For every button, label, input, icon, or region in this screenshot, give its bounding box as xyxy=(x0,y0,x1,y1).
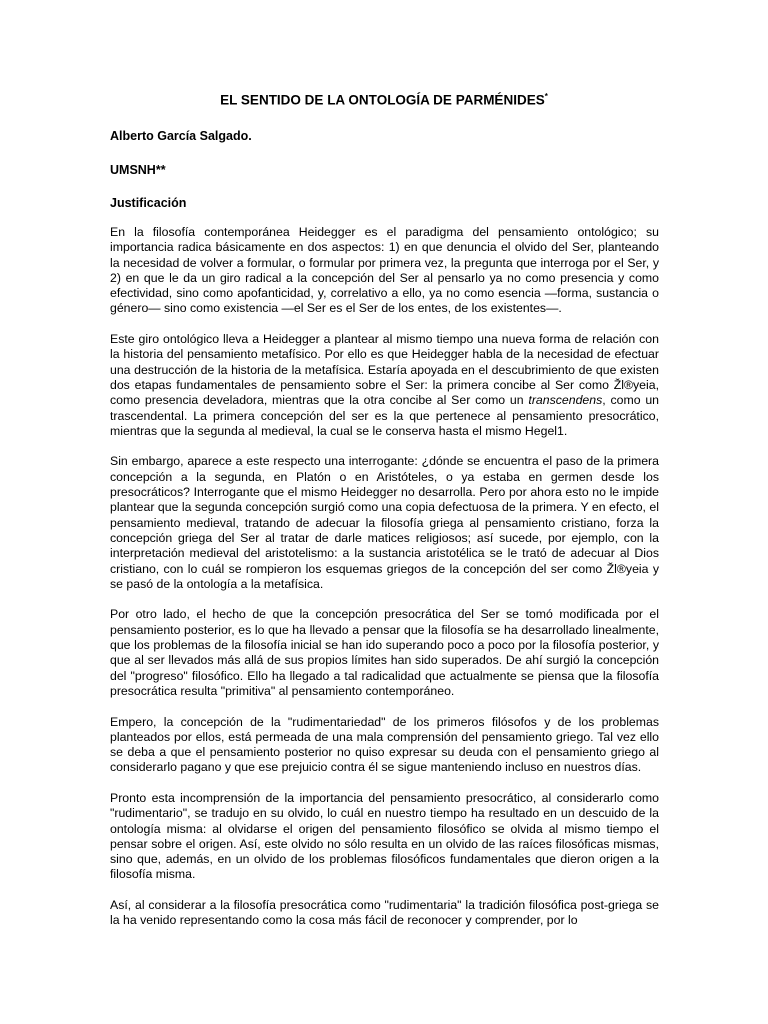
paragraph-5: Empero, la concepción de la "rudimentariedad" de los primeros filósofos y de los problemas planteados por ellos, está permeada de una mala comprensión del pensamiento griego. Tal vez ello se deba a que el pensamiento posterior no quiso expresar su deuda con el pensamiento griego al considerarlo pagano y que ese prejuicio contra él se sigue manteniendo incluso en nuestros días. xyxy=(110,714,659,775)
paragraph-2-part-2: , como un trascendental. La primera concepción del ser es la que pertenece al pensamiento presocrático, mientras que la segunda al medieval, la cual se le conserva hasta el mismo Hegel1. xyxy=(110,393,659,438)
paragraph-7: Así, al considerar a la filosofía presocrática como "rudimentaria" la tradición filosófica post-griega se la ha venido representando como la cosa más fácil de reconocer y comprender, por lo xyxy=(110,898,659,928)
author-affiliation: UMSNH** xyxy=(110,163,166,177)
paragraph-2-italic-term: transcendens xyxy=(528,393,603,408)
author-name: Alberto García Salgado. xyxy=(110,129,252,143)
document-body xyxy=(110,225,659,944)
paragraph-4: Por otro lado, el hecho de que la concepción presocrática del Ser se tomó modificada por el pensamiento posterior, es lo que ha llevado a pensar que la filosofía se ha desarrollado linealmente, que los problemas de la filosofía inicial se han ido superando poco a poco por la filosofía posterior, y que al ser llevados más allá de sus propios límites han sido superados. De ahí surgió la concepción del "progreso" filosófico. Ello ha llegado a tal radicalidad que actualmente se piensa que la filosofía presocrática resulta "primitiva" al pensamiento contemporáneo. xyxy=(110,607,659,698)
paragraph-1: En la filosofía contemporánea Heidegger es el paradigma del pensamiento ontológico; su importancia radica básicamente en dos aspectos: 1) en que denuncia el olvido del Ser, planteando la necesidad de volver a formular, o formular por primera vez, la pregunta que interroga por el Ser, y 2) en que le da un giro radical a la concepción del Ser al pensarlo ya no como presencia y como efectividad, sino como apofanticidad, y, correlativo a ello, ya no como esencia —forma, sustancia o género— sino como existencia —el Ser es el Ser de los entes, de los existentes—. xyxy=(110,225,659,316)
paragraph-2 xyxy=(110,332,659,439)
section-heading: Justificación xyxy=(110,196,187,210)
paragraph-6: Pronto esta incomprensión de la importancia del pensamiento presocrático, al considerarlo como "rudimentario", se tradujo en su olvido, lo cuál en nuestro tiempo ha resultado en un descuido de la ontología misma: al olvidarse el origen del pensamiento filosófico se olvida al mismo tiempo el pensar sobre el origen. Así, este olvido no sólo resulta en un olvido de las raíces filosóficas mismas, sino que, además, en un olvido de los problemas filosóficos fundamentales que dieron origen a la filosofía misma. xyxy=(110,790,659,882)
title-footnote-mark: * xyxy=(544,92,548,101)
paragraph-2-part-1: Este giro ontológico lleva a Heidegger a plantear al mismo tiempo una nueva forma de relación con la historia del pensamiento metafísico. Por ello es que Heidegger habla de la necesidad de efectuar una destrucción de la historia de la metafísica. Estaría apoyada en el descubrimiento de que existen dos etapas fundamentales de pensamiento sobre el Ser: la primera concibe al Ser como Žl®yeia, como presencia develadora, mientras que la otra concibe al Ser como un xyxy=(110,332,659,408)
title-text: EL SENTIDO DE LA ONTOLOGÍA DE PARMÉNIDES xyxy=(220,92,545,108)
document-title xyxy=(0,92,768,108)
paragraph-3: Sin embargo, aparece a este respecto una interrogante: ¿dónde se encuentra el paso de la primera concepción a la segunda, en Platón o en Aristóteles, o ya estaba en germen desde los presocráticos? Interrogante que el mismo Heidegger no desarrolla. Pero por ahora esto no le impide plantear que la segunda concepción surgió como una copia defectuosa de la primera. Y en efecto, el pensamiento medieval, tratando de adecuar la filosofía griega al pensamiento cristiano, forza la concepción griega del Ser al tratar de darle matices religiosos; así sucede, por ejemplo, con la interpretación medieval del aristotelismo: a la sustancia aristotélica se le trató de adecuar al Dios cristiano, con lo cuál se rompieron los esquemas griegos de la concepción del ser como Žl®yeia y se pasó de la ontología a la metafísica. xyxy=(110,454,659,591)
